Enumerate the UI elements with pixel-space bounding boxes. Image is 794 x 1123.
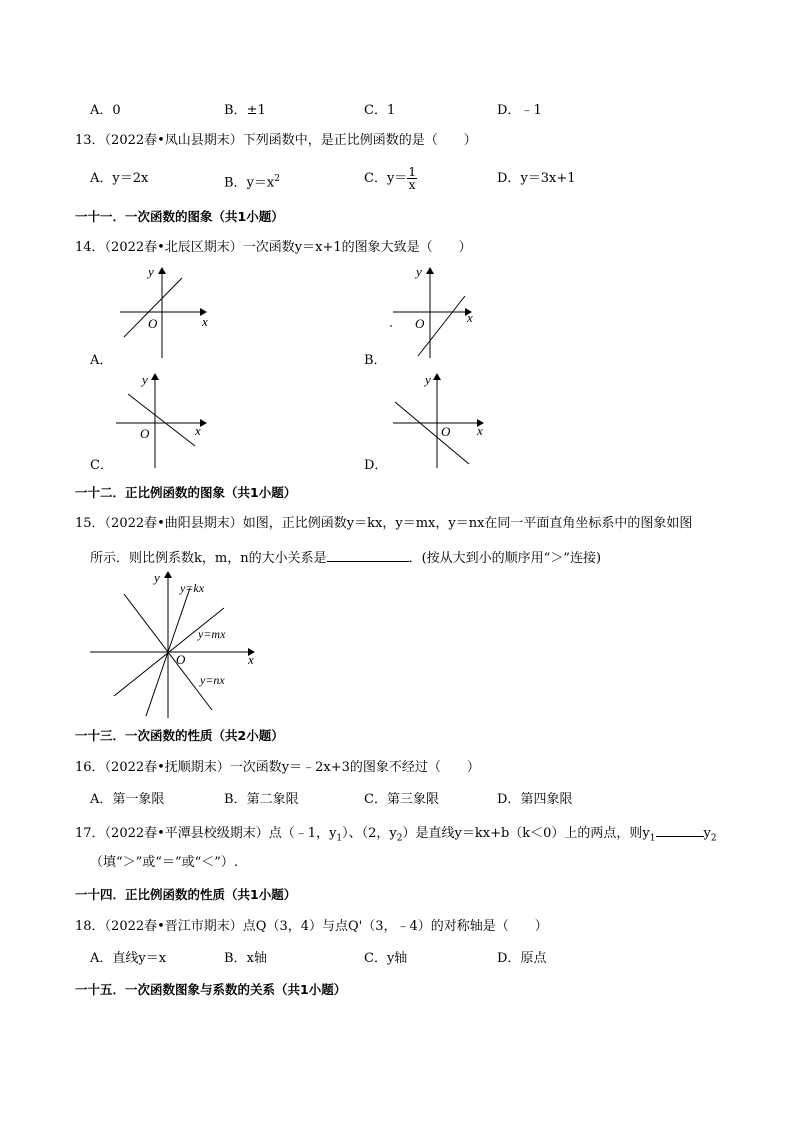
x-label: x — [202, 314, 208, 329]
q12-option-c: C．1 — [364, 103, 396, 118]
q13-option-d: D．y＝3x+1 — [497, 171, 576, 186]
q13-option-c: C．y＝ $\frac{1}{x}$ — [364, 165, 416, 192]
q17-line1: 17．（2022春•平潭县校级期末）点（﹣1，$y_1$）、（2，$y_2$）是直线y＝kx+b（k＜0）上的两点，则$y_1$ $y_2$ — [75, 826, 717, 844]
label-mx: y=mx — [198, 627, 226, 641]
y-label: y — [416, 264, 422, 279]
q14-label-d: D． — [364, 458, 388, 473]
q17-line2: （填“＞”或“＝”或“＜”）. — [90, 855, 239, 870]
x-label: x — [195, 423, 201, 438]
label-nx: y=nx — [200, 673, 225, 687]
q16-option-b: B．第二象限 — [224, 792, 299, 807]
q16-option-d: D．第四象限 — [497, 792, 573, 807]
answer-blank[interactable] — [327, 549, 409, 562]
q12-option-d: D．﹣1 — [497, 103, 542, 118]
q18-option-d: D．原点 — [497, 951, 547, 966]
x-label: x — [477, 423, 483, 438]
x-label: x — [467, 310, 473, 325]
origin-label: O — [176, 652, 186, 667]
q13-stem: 13．（2022春•凤山县期末）下列函数中，是正比例函数的是（ ） — [75, 133, 477, 148]
q14-graph-a — [110, 262, 220, 362]
q14-label-b: B． — [364, 353, 387, 368]
q16-option-a: A．第一象限 — [90, 792, 165, 807]
label-kx: y=kx — [180, 581, 205, 595]
x-label: x — [248, 652, 254, 667]
section-heading-12: 一十二．正比例函数的图象（共1小题） — [75, 485, 297, 500]
section-heading-14: 一十四．正比例函数的性质（共1小题） — [75, 887, 297, 902]
y-label: y — [154, 570, 160, 585]
y-label: y — [425, 372, 431, 387]
q14-graph-d — [385, 370, 495, 470]
graph-line — [128, 394, 195, 446]
q16-stem: 16．（2022春•抚顺期末）一次函数y＝﹣2x+3的图象不经过（ ） — [75, 760, 480, 775]
q15-graph — [88, 568, 268, 720]
q13-option-a: A．y＝2x — [90, 171, 149, 186]
origin-label: O — [140, 426, 150, 441]
origin-label: O — [148, 316, 158, 331]
q14-label-c: C． — [90, 458, 113, 473]
q12-option-b: B．±1 — [224, 103, 266, 118]
q18-option-a: A．直线y＝x — [90, 951, 167, 966]
q12-option-a: A．0 — [90, 103, 121, 118]
y-label: y — [142, 372, 148, 387]
answer-blank[interactable] — [656, 824, 704, 837]
q14-graph-c — [110, 370, 220, 470]
section-heading-15: 一十五．一次函数图象与系数的关系（共1小题） — [75, 982, 347, 997]
origin-label: O — [415, 316, 425, 331]
q18-option-c: C．y轴 — [364, 951, 408, 966]
origin-label: O — [441, 424, 451, 439]
section-heading-13: 一十三．一次函数的性质（共2小题） — [75, 728, 284, 743]
q18-option-b: B．x轴 — [224, 951, 267, 966]
q14-stem: 14．（2022春•北辰区期末）一次函数y＝x+1的图象大致是（ ） — [75, 240, 472, 255]
q15-line2: 所示．则比例系数k，m，n的大小关系是 ．(按从大到小的顺序用“＞”连接) — [90, 551, 602, 566]
y-label: y — [148, 264, 154, 279]
q14-graph-b — [385, 262, 495, 362]
q13-option-b: B．$y=x^2$ — [224, 174, 280, 191]
graph-line — [418, 296, 465, 356]
q15-line1: 15．（2022春•曲阳县期末）如图，正比例函数y＝kx，y＝mx，y＝nx在同一平面直角坐标系中的图象如图 — [75, 516, 693, 531]
q18-stem: 18．（2022春•晋江市期末）点Q（3，4）与点Q'（3，﹣4）的对称轴是（ ） — [75, 919, 548, 934]
fraction: $\frac{1}{x}$ — [408, 165, 416, 192]
section-heading-11: 一十一．一次函数的图象（共1小题） — [75, 209, 284, 224]
q16-option-c: C．第三象限 — [364, 792, 439, 807]
q14-label-a: A． — [90, 353, 113, 368]
graph-line — [395, 402, 469, 464]
